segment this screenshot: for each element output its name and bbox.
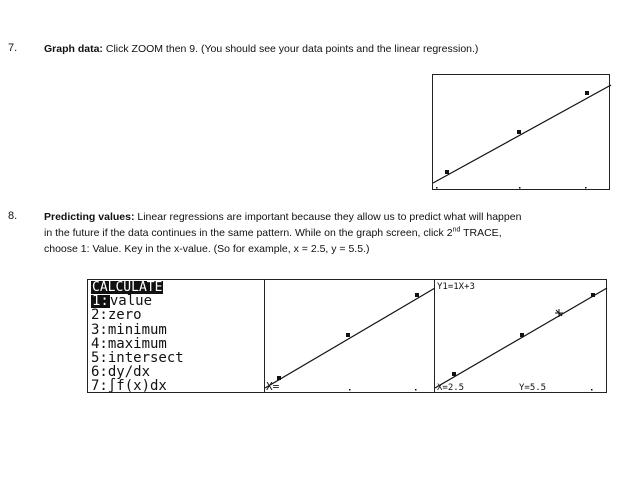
step-8-line-3: choose 1: Value. Key in the x-value. (So for example, x = 2.5, y = 5.5.) (44, 243, 370, 255)
trace-cursor (555, 309, 563, 317)
tick-mark (519, 187, 521, 189)
tick-mark (436, 187, 438, 189)
step-8-line-2-end: TRACE, (460, 227, 502, 239)
regression-line (433, 85, 611, 183)
menu-item-label: zero (107, 307, 142, 324)
menu-item-key: 6: (91, 364, 108, 381)
trace-graph-screen (435, 279, 607, 393)
step-8-line-1-text: Linear regressions are important because they allow us to predict what will happen (137, 211, 522, 223)
data-point (591, 293, 595, 297)
step-7-number: 7. (8, 42, 18, 54)
step-8-line-2 (44, 225, 638, 241)
menu-item-label: intersect (107, 349, 184, 366)
tick-mark (415, 389, 417, 391)
data-point (517, 130, 521, 134)
trace-y-readout: Y=5.5 (519, 383, 547, 393)
step-7-body: Click ZOOM then 9. (You should see your data points and the linear regression.) (105, 43, 479, 55)
menu-item-key: 7: (91, 378, 108, 395)
menu-item-label: ∫f(x)dx (107, 378, 167, 395)
data-point (520, 333, 524, 337)
menu-item-key: 2: (91, 307, 108, 324)
trace-equation: Y1=1X+3 (437, 282, 475, 292)
calculate-menu-title (88, 280, 264, 294)
regression-line (265, 288, 435, 388)
menu-item-label: maximum (107, 335, 167, 352)
menu-item-integral[interactable] (88, 379, 264, 393)
regression-graph (433, 75, 611, 191)
step-8-heading: Predicting values: (44, 211, 135, 223)
graph-x-prompt (265, 280, 435, 394)
menu-item-zero[interactable] (88, 308, 264, 322)
tick-mark (349, 389, 351, 391)
menu-item-key: 4: (91, 335, 108, 352)
step-8-number: 8. (8, 210, 18, 222)
regression-line (435, 288, 607, 388)
menu-item-key: 1: (92, 293, 109, 310)
tick-mark (585, 187, 587, 189)
tick-mark (591, 389, 593, 391)
data-point (445, 170, 449, 174)
trace-x-readout: X=2.5 (437, 383, 465, 393)
step-8-line-1 (44, 209, 638, 225)
menu-item-label: minimum (107, 321, 167, 338)
x-prompt: X= (266, 380, 280, 393)
menu-item-label: value (109, 293, 153, 310)
graph-x-prompt-screen (265, 279, 435, 393)
data-point (585, 91, 589, 95)
menu-item-value[interactable] (88, 294, 264, 308)
menu-title-text: CALCULATE (92, 280, 163, 295)
trace-graph (435, 280, 607, 394)
step-8-line-2-text: in the future if the data continues in the same pattern. While on the graph screen, click 2 (44, 227, 453, 239)
menu-item-key: 3: (91, 321, 108, 338)
step-8-text (44, 209, 638, 257)
menu-item-maximum[interactable] (88, 337, 264, 351)
menu-item-intersect[interactable] (88, 351, 264, 365)
menu-item-key: 5: (91, 349, 108, 366)
step-7-heading: Graph data: (44, 43, 103, 55)
regression-graph-screen (432, 74, 610, 190)
step-8-superscript: nd (452, 226, 461, 234)
calculate-menu-screen (87, 279, 265, 393)
step-7-text (44, 41, 634, 57)
menu-item-minimum[interactable] (88, 323, 264, 337)
data-point (452, 372, 456, 376)
menu-item-label: dy/dx (107, 364, 151, 381)
data-point (346, 333, 350, 337)
data-point (415, 293, 419, 297)
